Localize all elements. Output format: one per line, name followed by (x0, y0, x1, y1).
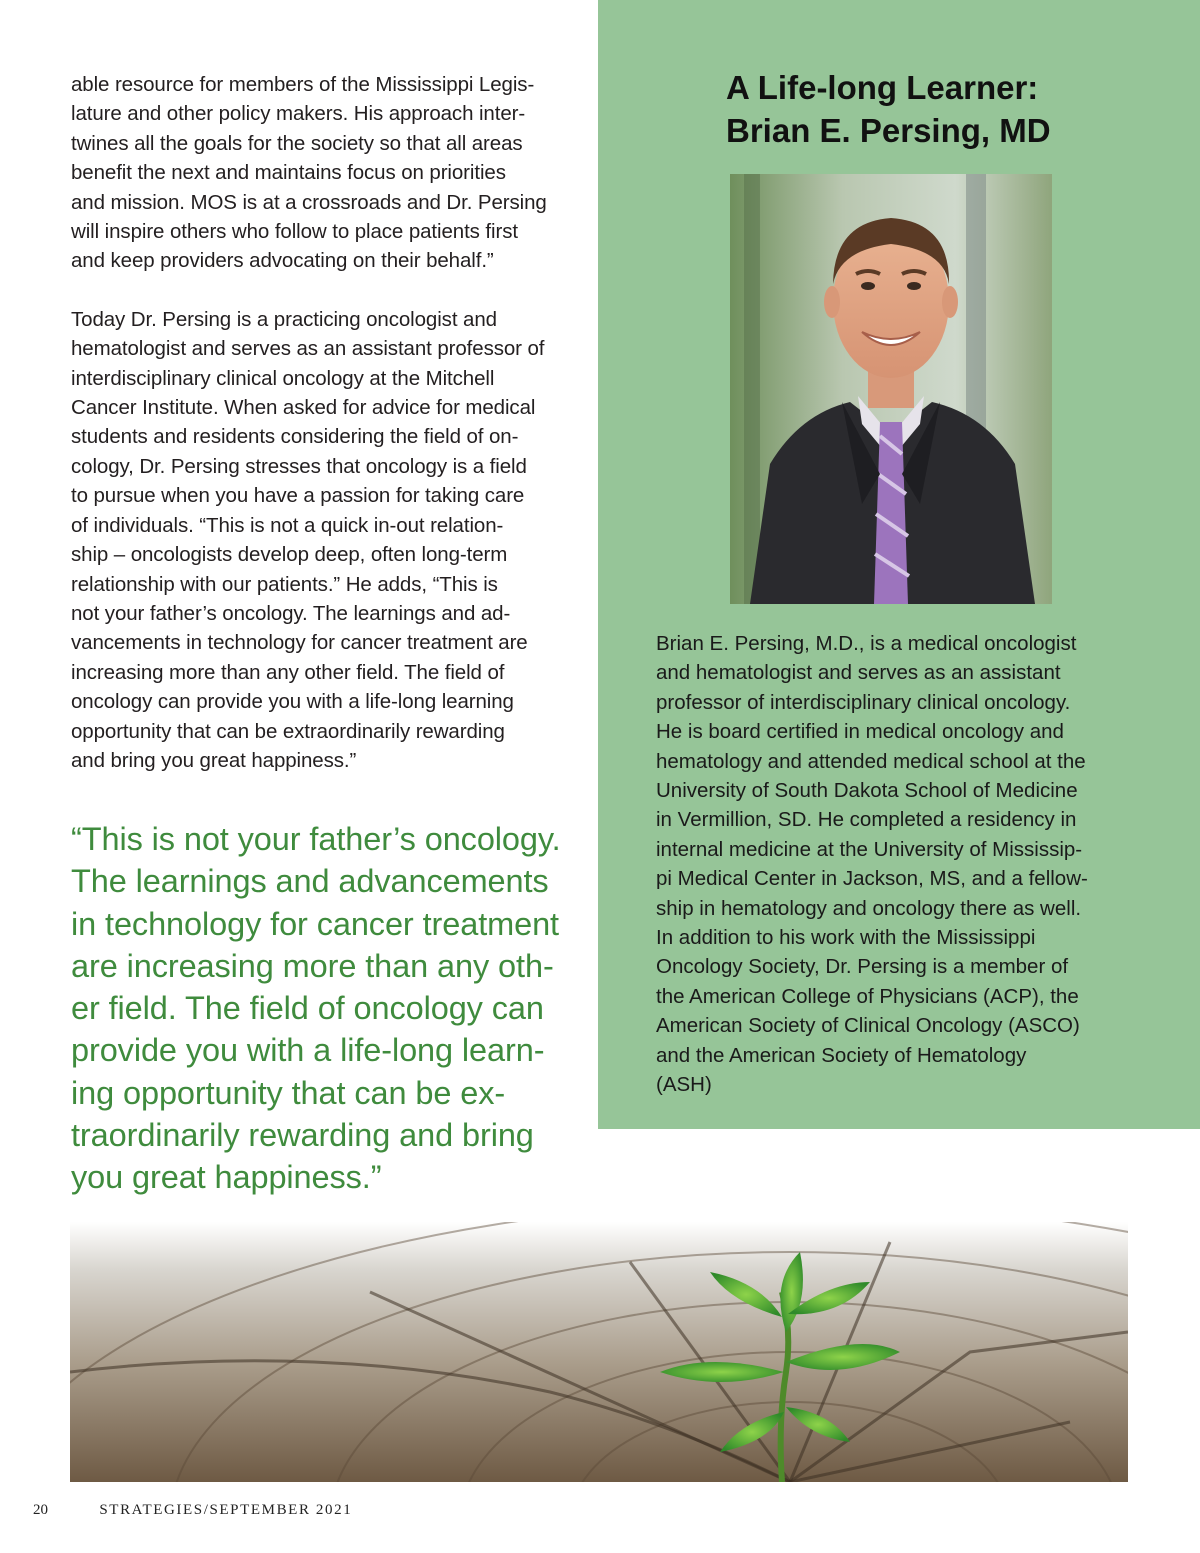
article-body (71, 70, 591, 775)
bio-text: Brian E. Persing, M.D., is a medical oncologist and hematologist and serves as an assistant professor of interdisciplinary clinical oncology. He is board certified in medical oncology and hematology and attended medical school at the University of South Dakota School of Medicine in Vermillion, SD. He completed a residency in internal medicine at the University of Mississip- pi Medical Center in Jackson, MS, and a fellow- ship in hematology and oncology there as well. In addition to his work with the Mississippi Oncology Society, Dr. Persing is a member of the American College of Physicians (ACP), the American Society of Clinical Oncology (ASCO) and the American Society of Hematology (ASH) (656, 632, 1088, 1097)
page-number: 20 (33, 1502, 48, 1518)
portrait-photo (730, 174, 1052, 604)
publication-name: STRATEGIES/SEPTEMBER 2021 (99, 1502, 353, 1518)
pull-quote: “This is not your father’s oncology. The learnings and advancements in technology for cancer treatment are increasing more than any oth- er field. The field of oncology can provide you with a life-long learn- ing opportunity that can be ex- traordinarily rewarding and bring you great happiness.” (71, 821, 561, 1196)
article-paragraph: able resource for members of the Mississippi Legis- lature and other policy makers. His approach inter- twines all the goals for the society so that all areas benefit the next and maintains focus on priorities and mission. MOS is at a crossroads and Dr. Persing will inspire others who follow to place patients first and keep providers advocating on their behalf.” (71, 73, 547, 273)
seedling-banner-image (70, 1222, 1128, 1482)
page-footer (33, 1502, 352, 1519)
profile-sidebar (598, 0, 1200, 1129)
article-paragraph: Today Dr. Persing is a practicing oncologist and hematologist and serves as an assistant professor of interdisciplinary clinical oncology at the Mitchell Cancer Institute. When asked for advice for medical students and residents considering the field of on- cology, Dr. Persing stresses that oncology is a field to pursue when you have a passion for taking care of individuals. “This is not a quick in-out relation- ship – oncologists develop deep, often long-term relationship with our patients.” He adds, “This is not your father’s oncology. The learnings and ad- vancements in technology for cancer treatment are increasing more than any other field. The field of oncology can provide you with a life-long learning opportunity that can be extraordinarily rewarding and bring you great happiness.” (71, 307, 545, 772)
sidebar-title: A Life-long Learner: Brian E. Persing, MD (726, 69, 1051, 149)
